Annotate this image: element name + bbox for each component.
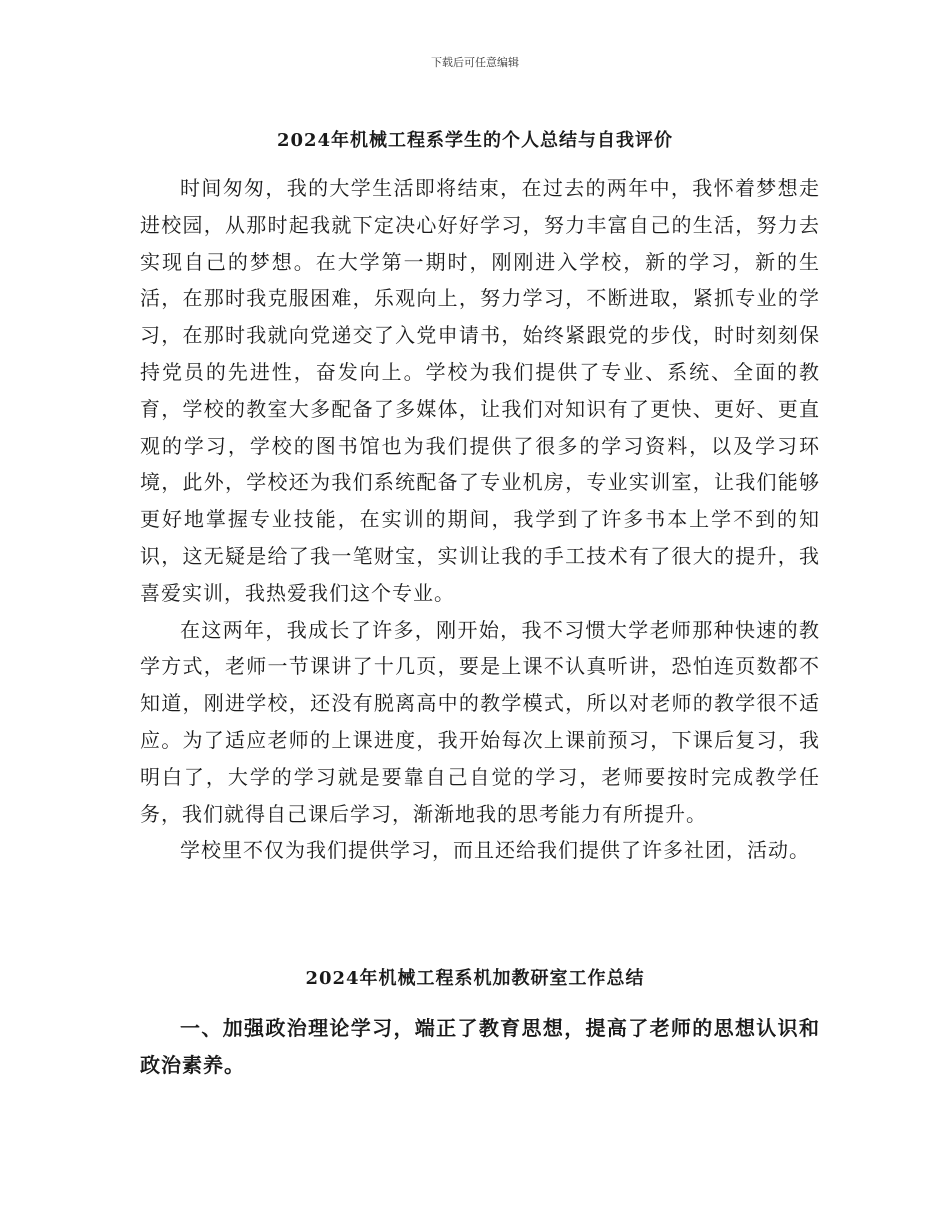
page-header-note: 下载后可任意编辑 [431, 56, 519, 69]
section-heading [140, 1010, 820, 1084]
body-text [140, 170, 820, 869]
paragraph: 学校里不仅为我们提供学习，而且还给我们提供了许多社团，活动。 [180, 838, 810, 863]
paragraph: 在这两年，我成长了许多，刚开始，我不习惯大学老师那种快速的教学方式，老师一节课讲了十几页，要是上课不认真听讲，恐怕连页数都不知道，刚进学校，还没有脱离高中的教学模式，所以对老师的教学很不适应。为了适应老师的上课进度，我开始每次上课前预习，下课后复习，我明白了，大学的学习就是要靠自己自觉的学习，老师要按时完成教学任务，我们就得自己课后学习，渐渐地我的思考能力有所提升。 [140, 617, 820, 826]
paragraph: 时间匆匆，我的大学生活即将结束，在过去的两年中，我怀着梦想走进校园，从那时起我就下定决心好好学习，努力丰富自己的生活，努力去实现自己的梦想。在大学第一期时，刚刚进入学校，新的学习，新的生活，在那时我克服困难，乐观向上，努力学习，不断进取，紧抓专业的学习，在那时我就向党递交了入党申请书，始终紧跟党的步伐，时时刻刻保持党员的先进性，奋发向上。学校为我们提供了专业、系统、全面的教育，学校的教室大多配备了多媒体，让我们对知识有了更快、更好、更直观的学习，学校的图书馆也为我们提供了很多的学习资料，以及学习环境，此外，学校还为我们系统配备了专业机房，专业实训室，让我们能够更好地掌握专业技能，在实训的期间，我学到了许多书本上学不到的知识，这无疑是给了我一笔财宝，实训让我的手工技术有了很大的提升，我喜爱实训，我热爱我们这个专业。 [140, 176, 820, 605]
section-heading-text: 一、加强政治理论学习，端正了教育思想，提高了老师的思想认识和政治素养。 [140, 1016, 820, 1077]
second-document-title: 2024年机械工程系机加教研室工作总结 [305, 968, 645, 989]
document-title: 2024年机械工程系学生的个人总结与自我评价 [276, 130, 674, 151]
